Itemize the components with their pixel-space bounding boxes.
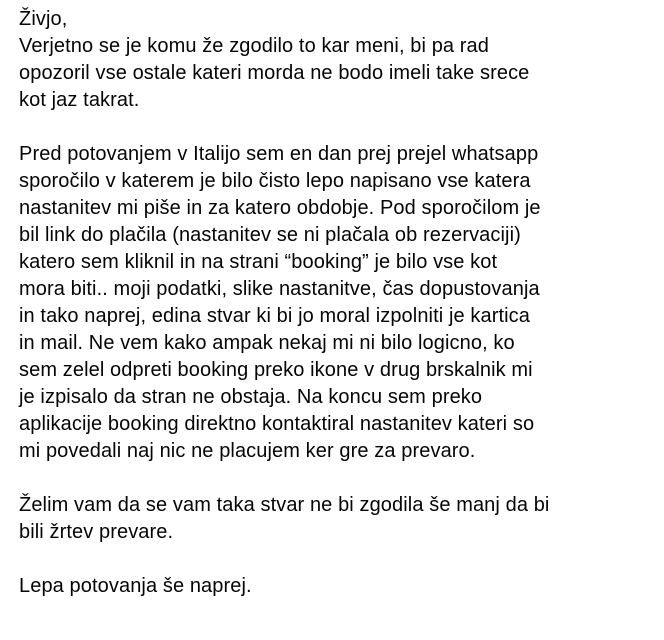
paragraph-gap [19, 546, 659, 573]
paragraph-story [19, 141, 659, 465]
text-line: bili žrtev prevare. [19, 521, 174, 543]
text-line: in mail. Ne vem kako ampak nekaj mi ni bilo logicno, ko [19, 332, 515, 354]
paragraph-intro [19, 33, 659, 114]
text-line: Verjetno se je komu že zgodilo to kar meni, bi pa rad [19, 35, 489, 57]
text-line: sporočilo v katerem je bilo čisto lepo napisano vse katera [19, 170, 531, 192]
text-line: bil link do plačila (nastanitev se ni plačala ob rezervaciji) [19, 224, 521, 246]
paragraph-wish [19, 492, 659, 546]
text-line: mi povedali naj nic ne placujem ker gre za prevaro. [19, 440, 476, 462]
text-line: aplikacije booking direktno kontaktiral nastanitev kateri so [19, 413, 535, 435]
text-line: nastanitev mi piše in za katero obdobje. Pod sporočilom je [19, 197, 541, 219]
text-line: kot jaz takrat. [19, 89, 140, 111]
text-line: mora biti.. moji podatki, slike nastanitve, čas dopustovanja [19, 278, 540, 300]
text-line: Želim vam da se vam taka stvar ne bi zgodila še manj da bi [19, 494, 550, 516]
text-line: opozoril vse ostale kateri morda ne bodo imeli take srece [19, 62, 530, 84]
text-line: sem zelel odpreti booking preko ikone v drug brskalnik mi [19, 359, 533, 381]
greeting-line: Živjo, [19, 8, 68, 30]
text-line: in tako naprej, edina stvar ki bi jo moral izpolniti je kartica [19, 305, 530, 327]
text-line: Pred potovanjem v Italijo sem en dan prej prejel whatsapp [19, 143, 539, 165]
paragraph-gap [19, 114, 659, 141]
text-line: je izpisalo da stran ne obstaja. Na koncu sem preko [19, 386, 483, 408]
post-body [19, 6, 659, 600]
closing-line: Lepa potovanja še naprej. [19, 575, 252, 597]
paragraph-gap [19, 465, 659, 492]
text-line: katero sem kliknil in na strani “booking” je bilo vse kot [19, 251, 498, 273]
